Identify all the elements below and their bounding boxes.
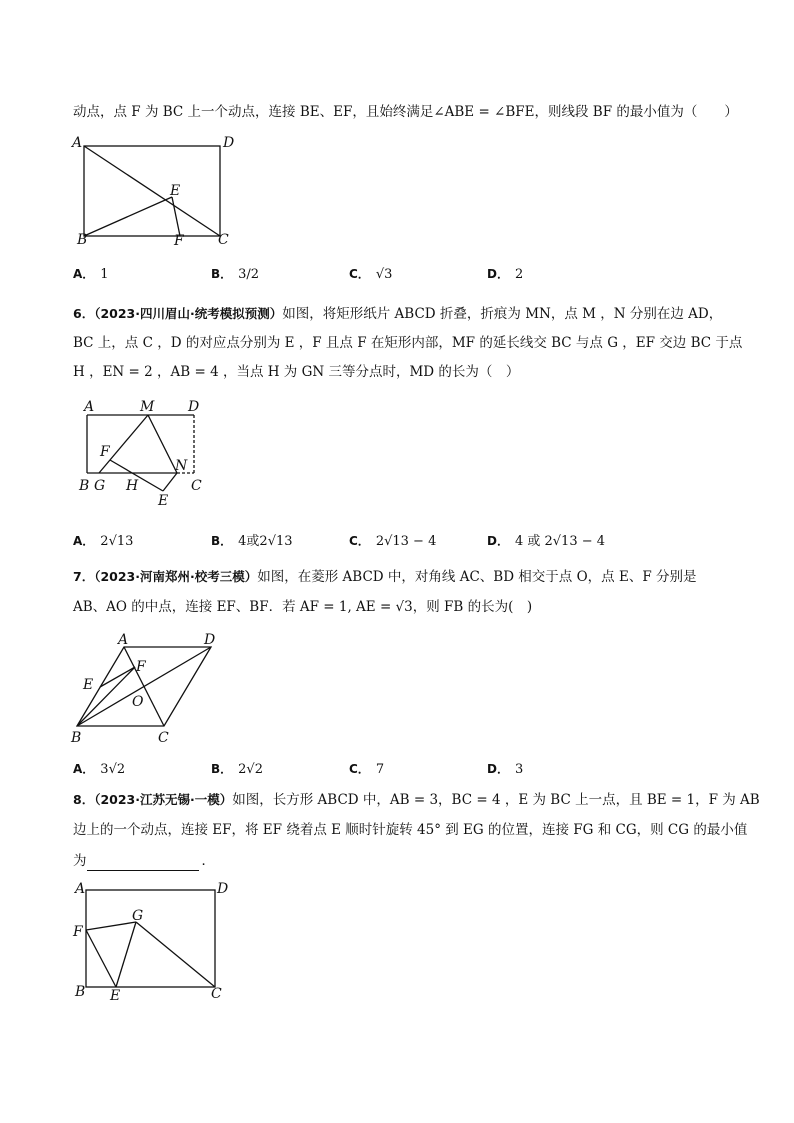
q5-label-c: C <box>218 232 229 248</box>
q8-label-e: E <box>110 988 121 1004</box>
q8-label-c: C <box>211 986 222 1002</box>
q8-text-line-1: 8．（2023·江苏无锡·一模）如图，长方形 ABCD 中，AB = 3，BC = 4 ，E 为 BC 上一点，且 BE = 1，F 为 AB <box>73 792 760 808</box>
q8-rectangle-abcd <box>86 890 215 987</box>
q6-text-line-3: H ，EN = 2 ，AB = 4 ，当点 H 为 GN 三等分点时，MD 的长为（ ） <box>73 364 520 380</box>
q6-label-d: D <box>188 399 200 415</box>
q5-option-b[interactable]: B． 3/2 <box>211 267 260 282</box>
q6-figure <box>75 397 215 512</box>
q6-label-b: B <box>79 478 90 494</box>
q7-option-a[interactable]: A． 3√2 <box>73 762 126 777</box>
q6-label-e: E <box>158 493 169 509</box>
q6-label-a: A <box>84 399 95 415</box>
q6-label-f: F <box>100 444 110 460</box>
q5-segment-ef <box>172 197 180 236</box>
q7-label-a: A <box>118 632 129 648</box>
q6-label-h: H <box>126 478 139 494</box>
q5-option-a[interactable]: A． 1 <box>73 267 109 282</box>
q8-segment-ge <box>116 922 136 987</box>
q5-label-e: E <box>170 183 181 199</box>
q5-label-f: F <box>174 233 184 249</box>
q8-text-line-2: 边上的一个动点，连接 EF，将 EF 绕着点 E 顺时针旋转 45° 到 EG 的位置，连接 FG 和 CG，则 CG 的最小值 <box>73 822 748 838</box>
q8-label-f: F <box>73 924 83 940</box>
q5-option-c[interactable]: C． √3 <box>349 267 393 282</box>
q8-label-d: D <box>217 881 229 897</box>
q8-text-line-3: 为 ． <box>73 853 215 869</box>
q7-label-c: C <box>158 730 169 746</box>
q7-text-line-1: 7．（2023·河南郑州·校考三模）如图，在菱形 ABCD 中，对角线 AC、BD 相交于点 O，点 E、F 分别是 <box>73 569 697 585</box>
q7-label-d: D <box>204 632 216 648</box>
q7-text-line-2: AB、AO 的中点，连接 EF、BF．若 AF = 1, AE = √3，则 FB 的长为( ) <box>73 599 533 615</box>
q6-text-line-1: 6．（2023·四川眉山·统考模拟预测）如图，将矩形纸片 ABCD 折叠，折痕为 MN，点 M ，N 分别在边 AD， <box>73 306 723 322</box>
q8-figure <box>70 879 240 1004</box>
q8-label-a: A <box>75 881 86 897</box>
q6-label-n: N <box>175 458 188 474</box>
q6-segment-en <box>163 473 177 491</box>
q7-option-c[interactable]: C． 7 <box>349 762 385 777</box>
q5-text-line: 动点，点 F 为 BC 上一个动点，连接 BE、EF，且始终满足∠ABE = ∠BFE，则线段 BF 的最小值为（ ） <box>73 104 738 120</box>
q7-option-d[interactable]: D． 3 <box>487 762 524 777</box>
q6-option-b[interactable]: B． 4或2√13 <box>211 534 293 549</box>
q5-figure <box>70 133 250 248</box>
q8-label-g: G <box>132 908 144 924</box>
q7-label-e: E <box>83 677 94 693</box>
q7-option-b[interactable]: B． 2√2 <box>211 762 263 777</box>
q7-figure <box>70 630 230 745</box>
q5-label-b: B <box>77 232 88 248</box>
q8-segment-fe <box>86 930 116 987</box>
q6-option-a[interactable]: A． 2√13 <box>73 534 134 549</box>
q6-option-d[interactable]: D． 4 或 2√13 − 4 <box>487 534 606 549</box>
q6-label-g: G <box>94 478 106 494</box>
q6-option-c[interactable]: C． 2√13 − 4 <box>349 534 437 549</box>
q7-label-f: F <box>136 659 146 675</box>
q5-segment-be <box>84 197 172 236</box>
q7-label-o: O <box>132 694 144 710</box>
q7-label-b: B <box>71 730 82 746</box>
q6-segment-mn <box>148 415 177 473</box>
q6-label-c: C <box>191 478 202 494</box>
q8-answer-blank[interactable] <box>87 856 199 871</box>
q6-text-line-2: BC 上，点 C ，D 的对应点分别为 E ，F 且点 F 在矩形内部，MF 的延长线交 BC 与点 G ，EF 交边 BC 于点 <box>73 335 743 351</box>
q8-segment-fg <box>86 922 136 930</box>
q8-segment-gc <box>136 922 215 987</box>
q5-segment-ac <box>84 146 220 236</box>
q5-option-d[interactable]: D． 2 <box>487 267 524 282</box>
q5-label-d: D <box>223 135 235 151</box>
q6-label-m: M <box>140 399 155 415</box>
q5-label-a: A <box>72 135 83 151</box>
q8-label-b: B <box>75 984 86 1000</box>
